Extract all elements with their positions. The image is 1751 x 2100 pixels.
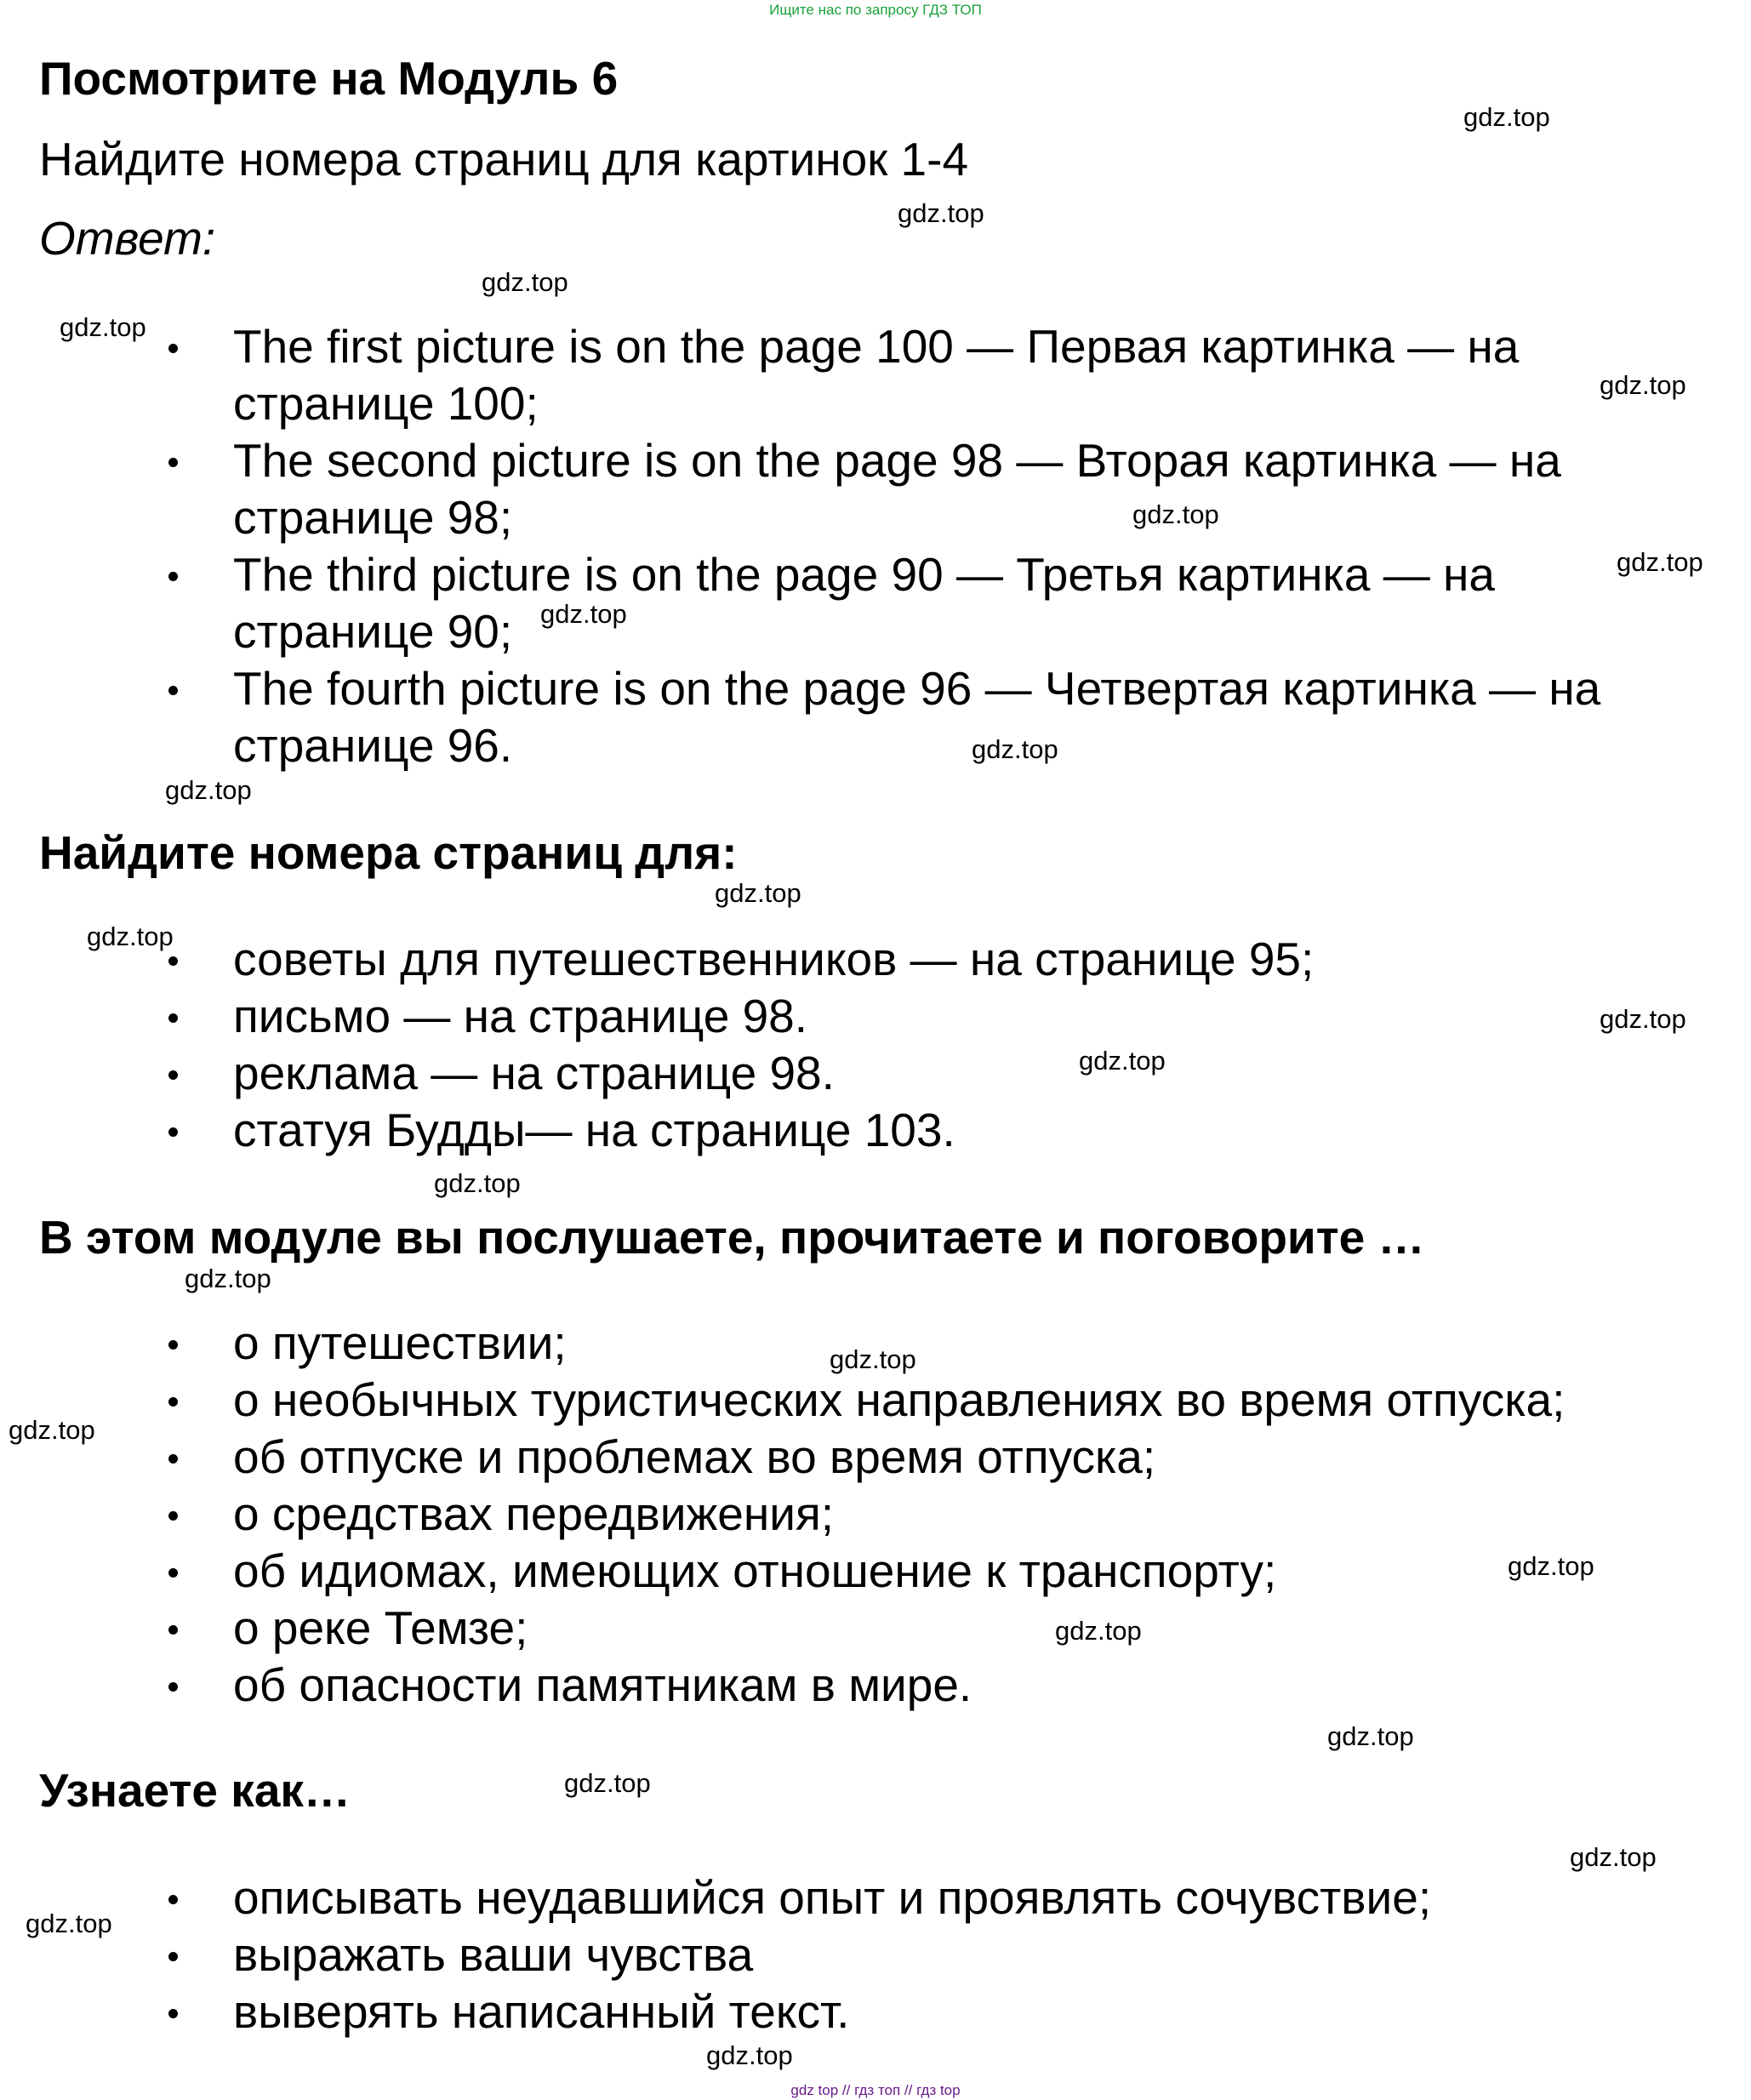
list-item: The second picture is on the page 98 — Вторая картинка — на странице 98; bbox=[0, 432, 1600, 546]
watermark: gdz.top bbox=[1600, 1004, 1686, 1034]
watermark: gdz.top bbox=[540, 599, 627, 629]
watermark: gdz.top bbox=[1055, 1616, 1142, 1646]
bullet-icon bbox=[168, 956, 178, 966]
list-item: The fourth picture is on the page 96 — Четвертая картинка — на странице 96. bbox=[0, 660, 1600, 774]
watermark: gdz.top bbox=[87, 922, 174, 951]
watermark: gdz.top bbox=[1570, 1842, 1657, 1872]
list-item: о реке Темзе; bbox=[0, 1600, 1565, 1657]
bullet-icon bbox=[168, 1568, 178, 1578]
pages-list bbox=[0, 931, 1314, 1159]
list-item: о средствах передвижения; bbox=[0, 1486, 1565, 1543]
list-item: об опасности памятникам в мире. bbox=[0, 1657, 1565, 1714]
watermark: gdz.top bbox=[564, 1768, 651, 1798]
bullet-icon bbox=[168, 1625, 178, 1635]
section1-subtitle: Найдите номера страниц для картинок 1-4 bbox=[39, 133, 969, 185]
watermark: gdz.top bbox=[1617, 547, 1703, 577]
watermark: gdz.top bbox=[1079, 1046, 1166, 1076]
watermark: gdz.top bbox=[9, 1415, 95, 1445]
bullet-icon bbox=[168, 1952, 178, 1961]
watermark: gdz.top bbox=[1327, 1721, 1414, 1751]
list-item: советы для путешественников — на странице 95; bbox=[0, 931, 1314, 988]
bullet-icon bbox=[168, 1340, 178, 1350]
watermark: gdz.top bbox=[1463, 102, 1550, 132]
list-item: об идиомах, имеющих отношение к транспорту; bbox=[0, 1543, 1565, 1600]
pictures-list bbox=[0, 318, 1600, 774]
list-item: выверять написанный текст. bbox=[0, 1983, 1431, 2040]
list-item: о необычных туристических направлениях во время отпуска; bbox=[0, 1372, 1565, 1429]
footer: gdz top // гдз топ // гдз top bbox=[790, 2082, 961, 2098]
bullet-icon bbox=[168, 344, 178, 353]
list-item: описывать неудавшийся опыт и проявлять сочувствие; bbox=[0, 1869, 1431, 1926]
bullet-icon bbox=[168, 1397, 178, 1407]
bullet-icon bbox=[168, 458, 178, 467]
watermark: gdz.top bbox=[715, 878, 801, 908]
watermark: gdz.top bbox=[1508, 1551, 1594, 1581]
bullet-icon bbox=[168, 1454, 178, 1464]
section2-title: Найдите номера страниц для: bbox=[39, 826, 738, 879]
section1-title: Посмотрите на Модуль 6 bbox=[39, 52, 619, 105]
skills-list bbox=[0, 1869, 1431, 2040]
topics-list bbox=[0, 1315, 1565, 1714]
list-item: The third picture is on the page 90 — Третья картинка — на странице 90; bbox=[0, 546, 1600, 660]
watermark: gdz.top bbox=[185, 1264, 271, 1293]
top-banner: Ищите нас по запросу ГДЗ ТОП bbox=[769, 2, 982, 18]
list-item: статуя Будды— на странице 103. bbox=[0, 1102, 1314, 1159]
watermark: gdz.top bbox=[26, 1909, 112, 1938]
watermark: gdz.top bbox=[1132, 499, 1219, 529]
list-item: The first picture is on the page 100 — Первая картинка — на странице 100; bbox=[0, 318, 1600, 432]
list-item: выражать ваши чувства bbox=[0, 1926, 1431, 1983]
watermark: gdz.top bbox=[972, 734, 1058, 764]
bullet-icon bbox=[168, 2009, 178, 2018]
bullet-icon bbox=[168, 1127, 178, 1137]
list-item: письмо — на странице 98. bbox=[0, 988, 1314, 1045]
watermark: gdz.top bbox=[830, 1344, 916, 1374]
section3-title: В этом модуле вы послушаете, прочитаете и поговорите … bbox=[39, 1211, 1425, 1264]
watermark: gdz.top bbox=[165, 775, 252, 805]
watermark: gdz.top bbox=[898, 198, 984, 228]
bullet-icon bbox=[168, 1895, 178, 1904]
watermark: gdz.top bbox=[60, 312, 146, 342]
watermark: gdz.top bbox=[482, 267, 568, 297]
bullet-icon bbox=[168, 686, 178, 695]
list-item: о путешествии; bbox=[0, 1315, 1565, 1372]
answer-label: Ответ: bbox=[39, 212, 216, 265]
bullet-icon bbox=[168, 1682, 178, 1692]
list-item: об отпуске и проблемах во время отпуска; bbox=[0, 1429, 1565, 1486]
watermark: gdz.top bbox=[434, 1168, 521, 1198]
bullet-icon bbox=[168, 1070, 178, 1080]
watermark: gdz.top bbox=[706, 2040, 793, 2070]
list-item: реклама — на странице 98. bbox=[0, 1045, 1314, 1102]
bullet-icon bbox=[168, 1013, 178, 1023]
watermark: gdz.top bbox=[1600, 370, 1686, 400]
bullet-icon bbox=[168, 1511, 178, 1521]
section4-title: Узнаете как… bbox=[39, 1764, 351, 1817]
bullet-icon bbox=[168, 572, 178, 581]
